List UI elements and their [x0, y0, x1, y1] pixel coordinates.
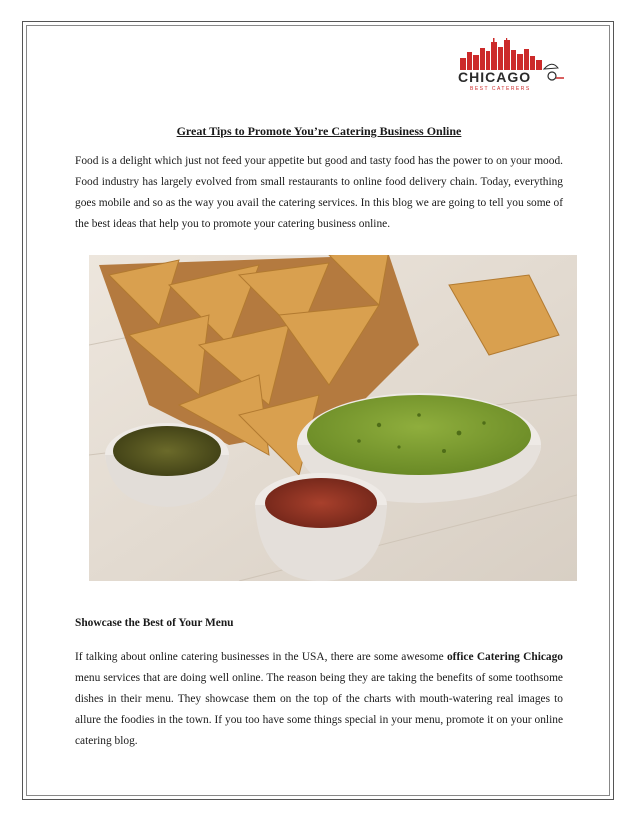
- section-text-end: menu services that are doing well online. The reason being they are taking the benefits of some toothsome dishes in their menu. They showcase them on the top of the charts with mouth-watering real images to allure the foodies in the town. If you too have some things special in your menu, promote it on your online catering blog.: [75, 672, 563, 747]
- section-heading: Showcase the Best of Your Menu: [75, 617, 234, 629]
- section-text-start: If talking about online catering businesses in the USA, there are some awesome: [75, 651, 447, 663]
- article-title: Great Tips to Promote You’re Catering Business Online: [176, 124, 462, 138]
- intro-paragraph: Food is a delight which just not feed your appetite but good and tasty food has the power to on your mood. Food industry has largely evolved from small restaurants to online food delivery chain. Today, everything goes mobile and so as the way you avail the catering services. In this blog we are going to tell you some of the best ideas that help you to promote your catering business online.: [75, 155, 563, 230]
- logo-tagline: BEST CATERERS: [470, 86, 531, 92]
- section-paragraph: [75, 647, 563, 752]
- chicago-best-caterers-logo: [454, 38, 566, 96]
- logo-name: CHICAGO: [458, 69, 532, 85]
- office-catering-link[interactable]: office Catering Chicago: [446, 651, 563, 663]
- food-photo: [89, 255, 577, 581]
